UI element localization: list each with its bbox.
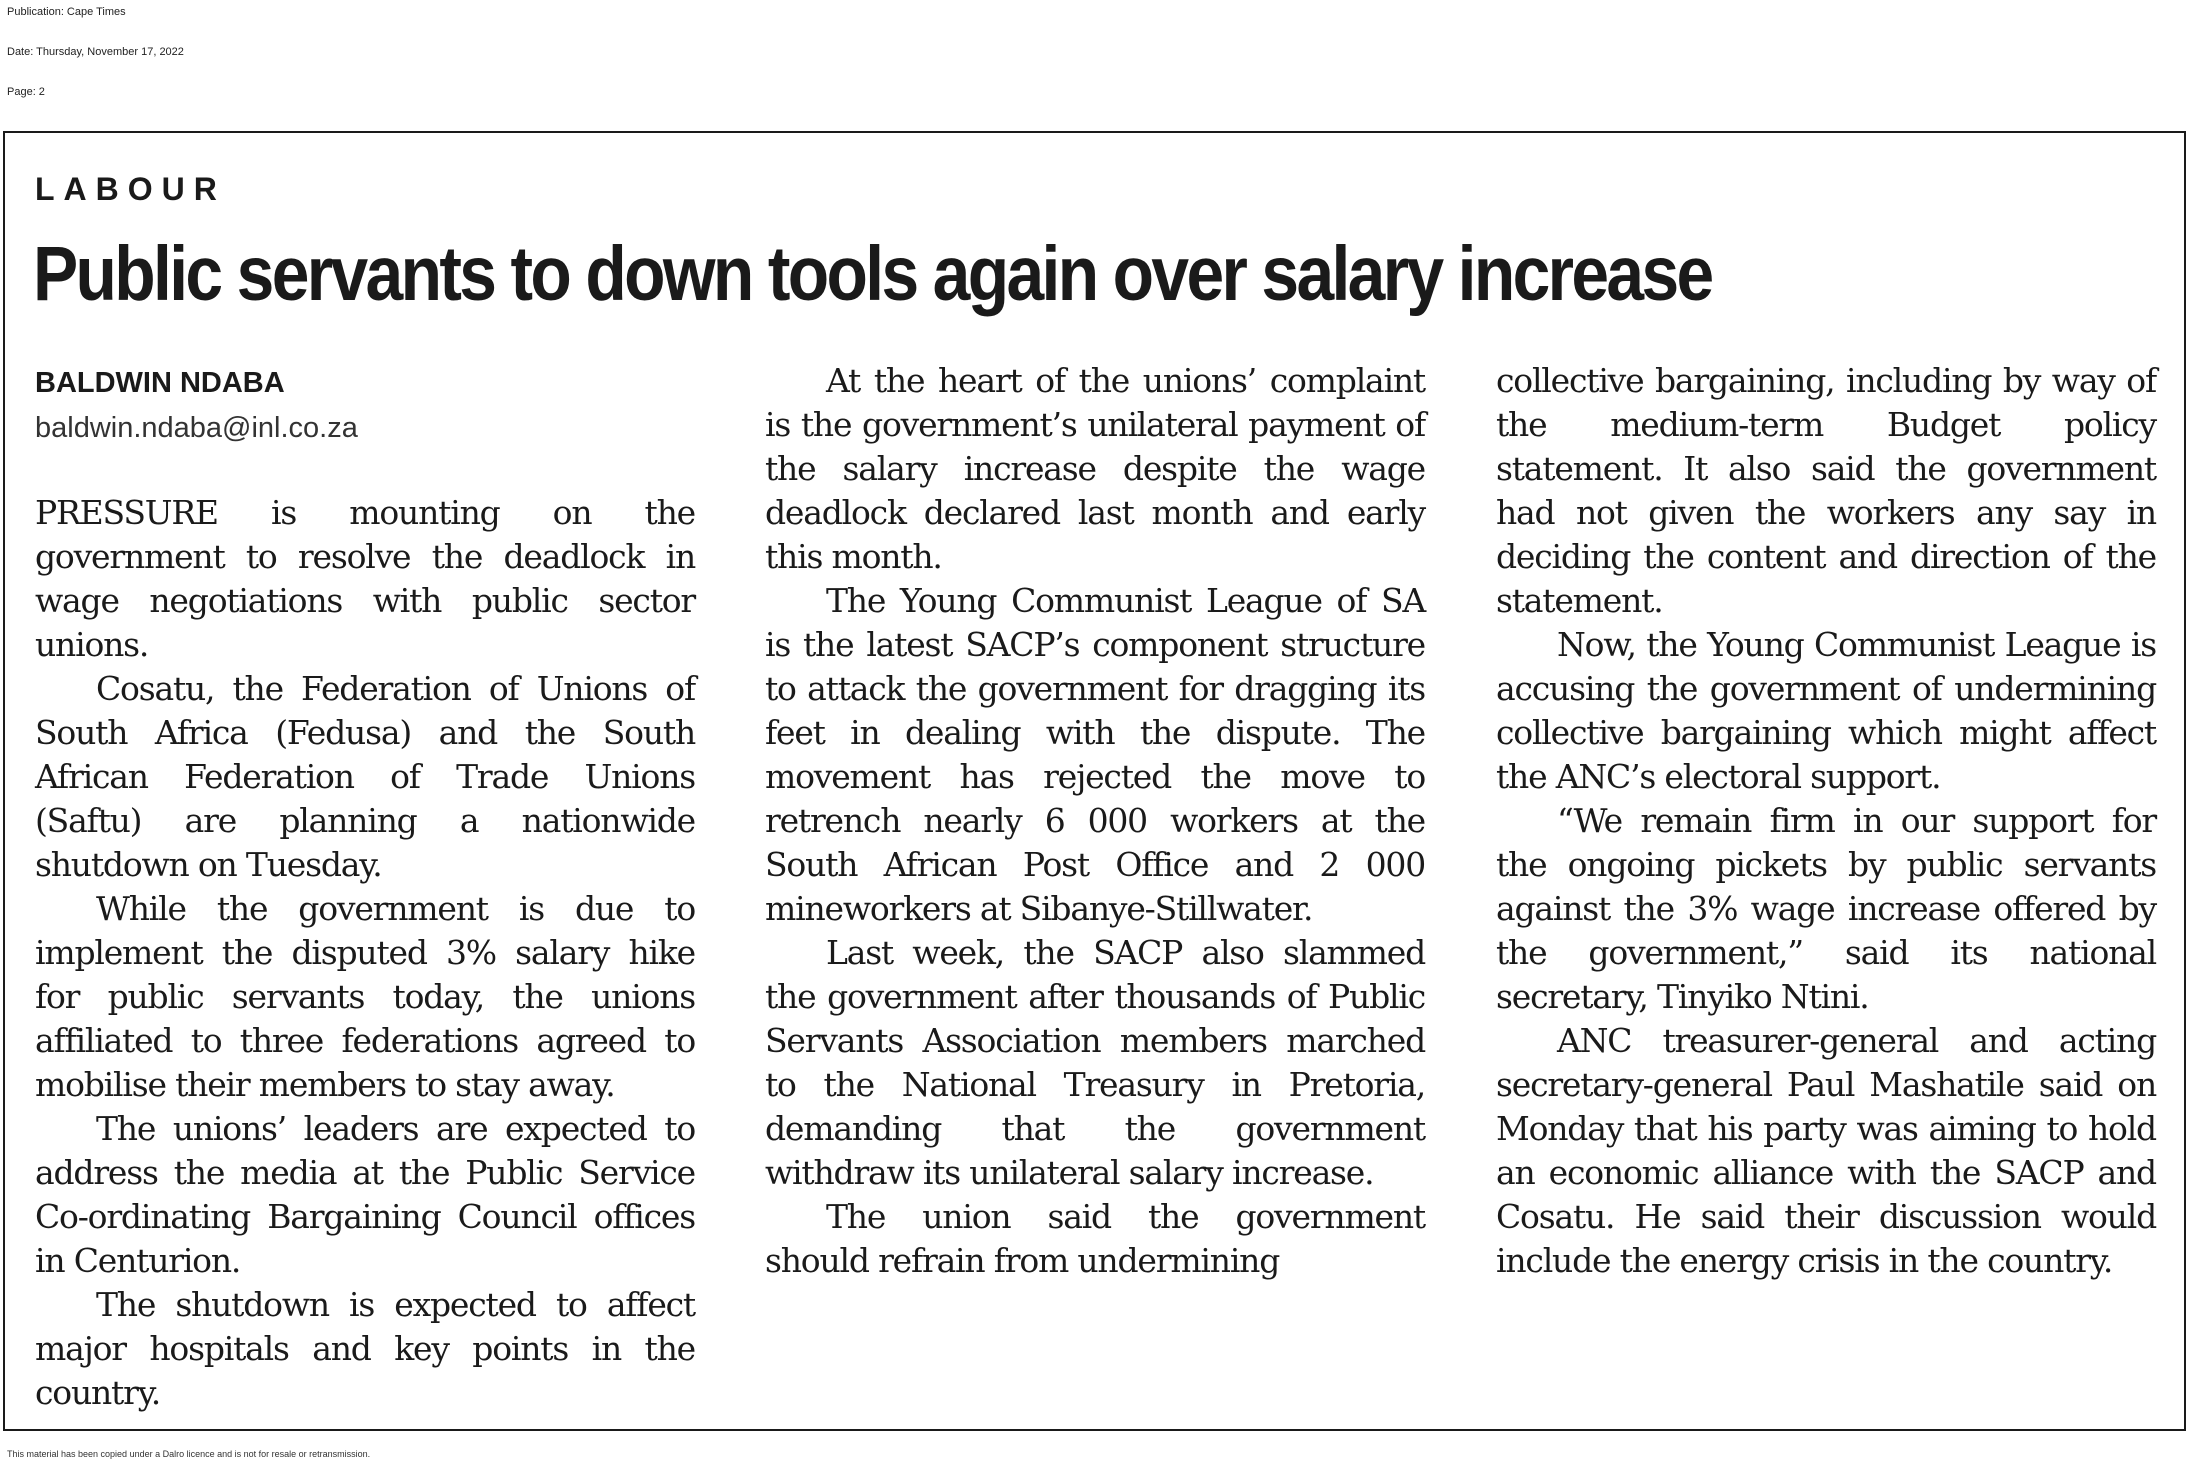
headline: Public servants to down tools again over salary increase bbox=[33, 231, 1712, 317]
section-label: LABOUR bbox=[35, 171, 226, 207]
paragraph: The shutdown is expected to affect major hospitals and key points in the country. bbox=[35, 1285, 695, 1412]
paragraph: The union said the government should refrain from undermining bbox=[765, 1197, 1425, 1280]
page-label: Page: 2 bbox=[7, 86, 45, 98]
paragraph: Last week, the SACP also slammed the government after thousands of Public Servants Association members marched to the National Treasury in Pretoria, demanding that the government withdraw its unilateral salary increase. bbox=[765, 933, 1425, 1192]
paragraph: The Young Communist League of SA is the latest SACP’s component structure to attack the government for dragging its feet in dealing with the dispute. The movement has rejected the move to retrench nearly 6 000 workers at the South African Post Office and 2 000 mineworkers at Sibanye-Stillwater. bbox=[765, 581, 1425, 928]
paragraph: The unions’ leaders are expected to address the media at the Public Service Co-ordinating Bargaining Council offices in Centurion. bbox=[35, 1109, 695, 1280]
paragraph: PRESSURE is mounting on the government to resolve the deadlock in wage negotiations with public sector unions. bbox=[35, 493, 695, 664]
paragraph: Cosatu, the Federation of Unions of South Africa (Fedusa) and the South African Federation of Trade Unions (Saftu) are planning a nationwide shutdown on Tuesday. bbox=[35, 669, 695, 884]
copyright-notice: This material has been copied under a Dalro licence and is not for resale or retransmission. bbox=[7, 1449, 371, 1459]
article-column-2 bbox=[765, 359, 1425, 1283]
article-column-1 bbox=[35, 491, 695, 1415]
paragraph: ANC treasurer-general and acting secretary-general Paul Mashatile said on Monday that his party was aiming to hold an economic alliance with the SACP and Cosatu. He said their discussion would include the energy crisis in the country. bbox=[1496, 1021, 2156, 1280]
byline-author: BALDWIN NDABA bbox=[35, 367, 285, 399]
publication-label: Publication: Cape Times bbox=[7, 6, 126, 18]
date-label: Date: Thursday, November 17, 2022 bbox=[7, 46, 184, 58]
paragraph: While the government is due to implement the disputed 3% salary hike for public servants today, the unions affiliated to three federations agreed to mobilise their members to stay away. bbox=[35, 889, 695, 1104]
paragraph: At the heart of the unions’ complaint is the government’s unilateral payment of the salary increase despite the wage deadlock declared last month and early this month. bbox=[765, 361, 1425, 576]
paragraph: “We remain firm in our support for the ongoing pickets by public servants against the 3% wage increase offered by the government,” said its national secretary, Tinyiko Ntini. bbox=[1496, 801, 2156, 1016]
paragraph: collective bargaining, including by way of the medium-term Budget policy statement. It also said the government had not given the workers any say in deciding the content and direction of the statement. bbox=[1496, 361, 2156, 620]
article-column-3 bbox=[1496, 359, 2156, 1283]
byline-email: baldwin.ndaba@inl.co.za bbox=[35, 412, 358, 444]
paragraph: Now, the Young Communist League is accusing the government of undermining collective bargaining which might affect the ANC’s electoral support. bbox=[1496, 625, 2156, 796]
